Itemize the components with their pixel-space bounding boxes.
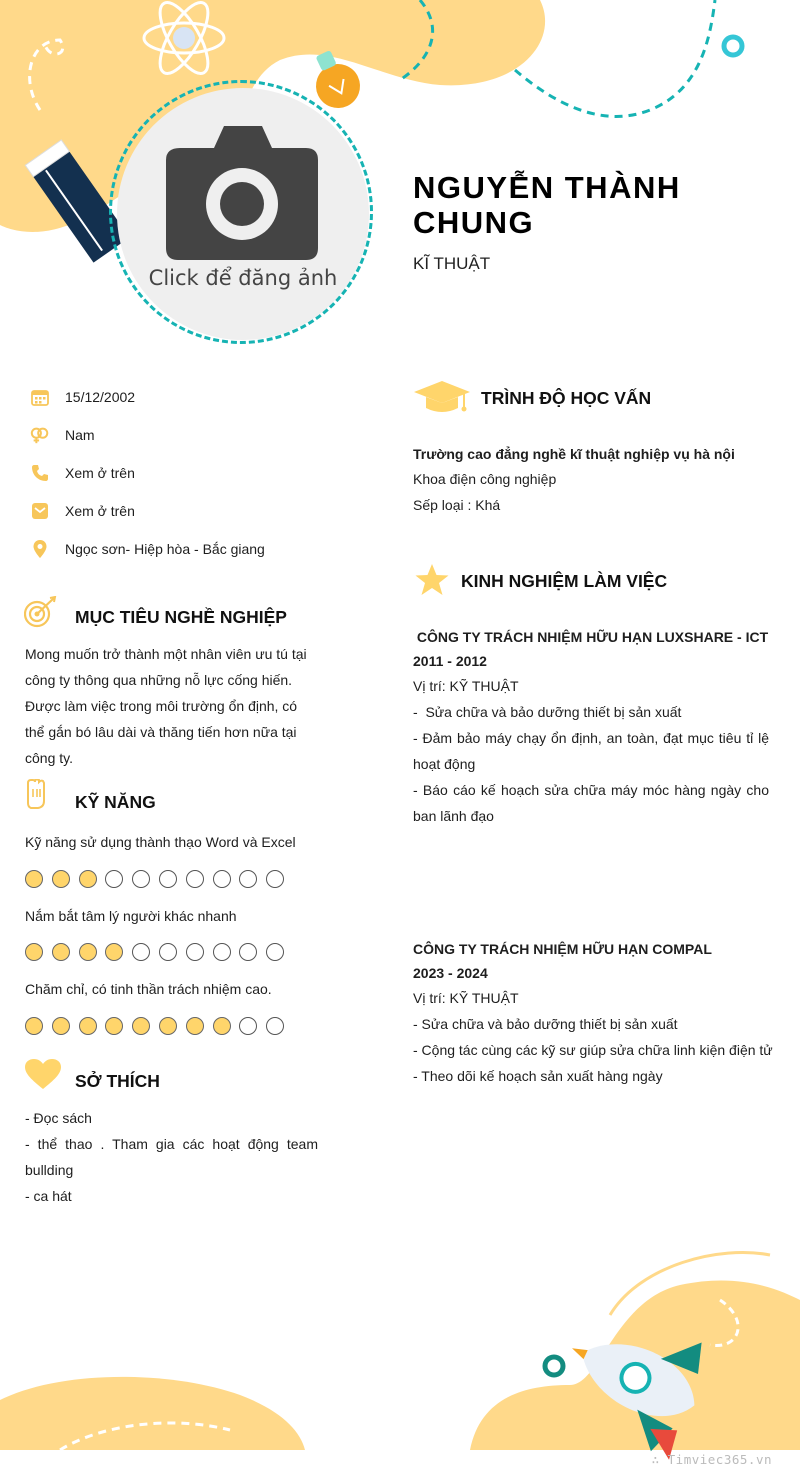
phone-icon	[30, 463, 50, 483]
candidate-name: NGUYỄN THÀNH CHUNG	[413, 170, 681, 240]
target-icon	[24, 596, 58, 628]
contact-birthday	[30, 386, 135, 408]
bottom-teal-ring	[545, 1357, 563, 1375]
rating-dot-empty	[132, 870, 150, 888]
rating-dot-empty	[266, 943, 284, 961]
job-1-company: CÔNG TY TRÁCH NHIỆM HỮU HẠN LUXSHARE - ICT	[413, 629, 769, 645]
job-2-duty-1: - Sửa chữa và bảo dưỡng thiết bị sản xuất	[413, 1016, 678, 1032]
graduation-cap-icon	[414, 380, 470, 414]
candidate-position: KĨ THUẬT	[413, 254, 491, 273]
rating-dot-empty	[159, 870, 177, 888]
job-2-duty-3: - Theo dõi kế hoạch sản xuất hàng ngày	[413, 1068, 663, 1084]
skill-label-3: Chăm chỉ, có tinh thần trách nhiệm cao.	[25, 981, 272, 997]
brand-text: Timviec365.vn	[667, 1452, 772, 1467]
education-title: TRÌNH ĐỘ HỌC VẤN	[481, 388, 652, 408]
objective-title: MỤC TIÊU NGHỀ NGHIỆP	[75, 607, 287, 627]
rating-dot-empty	[132, 943, 150, 961]
job-2-role: Vị trí: KỸ THUẬT	[413, 990, 519, 1006]
star-icon	[414, 563, 450, 597]
rating-dot-empty	[213, 870, 231, 888]
gender-value: Nam	[65, 427, 95, 443]
birthday-value: 15/12/2002	[65, 389, 136, 405]
skill-rating-3	[25, 1017, 284, 1035]
rating-dot-empty	[213, 943, 231, 961]
envelope-icon	[30, 501, 50, 521]
brand-dots-icon: ∴	[651, 1452, 668, 1467]
teal-ring-dot	[724, 37, 742, 55]
heart-icon	[24, 1058, 62, 1090]
avatar-upload-label: Click để đăng ảnh	[148, 266, 338, 290]
skill-rating-2	[25, 943, 284, 961]
rating-dot-empty	[159, 943, 177, 961]
rating-dot-filled	[52, 870, 70, 888]
rating-dot-filled	[105, 1017, 123, 1035]
rating-dot-empty	[266, 870, 284, 888]
rating-dot-filled	[159, 1017, 177, 1035]
rating-dot-filled	[105, 943, 123, 961]
gender-icon	[30, 425, 50, 445]
rating-dot-filled	[52, 1017, 70, 1035]
bottom-left-blob	[0, 1377, 305, 1450]
rating-dot-empty	[266, 1017, 284, 1035]
rating-dot-filled	[25, 870, 43, 888]
rating-dot-empty	[239, 870, 257, 888]
experience-title: KINH NGHIỆM LÀM VIỆC	[461, 571, 668, 591]
job-1-role: Vị trí: KỸ THUẬT	[413, 678, 519, 694]
rating-dot-filled	[79, 943, 97, 961]
rating-dot-filled	[25, 943, 43, 961]
contact-email	[30, 500, 135, 522]
rating-dot-filled	[25, 1017, 43, 1035]
contact-phone	[30, 462, 135, 484]
hobbies-title: SỞ THÍCH	[75, 1071, 160, 1091]
rating-dot-empty	[186, 870, 204, 888]
job-1-duty-3: - Báo cáo kế hoạch sửa chữa máy móc hàng ngày cho ban lãnh đạo	[413, 782, 769, 824]
avatar-ring	[109, 80, 373, 344]
rating-dot-empty	[239, 943, 257, 961]
phone-value: Xem ở trên	[65, 465, 135, 481]
rating-dot-filled	[186, 1017, 204, 1035]
rating-dot-filled	[79, 1017, 97, 1035]
skill-label-2: Nắm bắt tâm lý người khác nhanh	[25, 908, 237, 924]
rating-dot-filled	[213, 1017, 231, 1035]
education-faculty: Khoa điện công nghiệp	[413, 471, 557, 487]
job-2-company: CÔNG TY TRÁCH NHIỆM HỮU HẠN COMPAL	[413, 941, 712, 957]
job-1-duty-1: - Sửa chữa và bảo dưỡng thiết bị sản xuất	[413, 704, 682, 720]
skill-rating-1	[25, 870, 284, 888]
dashed-curve-right	[515, 0, 715, 116]
address-value: Ngọc sơn- Hiệp hòa - Bắc giang	[65, 541, 265, 557]
education-rank: Sếp loại : Khá	[413, 497, 501, 513]
rating-dot-filled	[79, 870, 97, 888]
job-1-period: 2011 - 2012	[413, 653, 487, 669]
rating-dot-filled	[132, 1017, 150, 1035]
rating-dot-empty	[239, 1017, 257, 1035]
skill-label-1: Kỹ năng sử dụng thành thạo Word và Excel	[25, 834, 296, 850]
education-school: Trường cao đẳng nghề kĩ thuật nghiệp vụ hà nội	[413, 446, 735, 462]
contact-gender	[30, 424, 95, 446]
footer-brand	[652, 1452, 772, 1467]
hobby-line-1: - Đọc sách	[25, 1110, 92, 1126]
job-2-duty-2: - Cộng tác cùng các kỹ sư giúp sửa chữa linh kiện điện tử	[413, 1042, 773, 1058]
objective-text: Mong muốn trở thành một nhân viên ưu tú tại công ty thông qua những nỗ lực cống hiến. Được làm việc trong môi trường ổn định, có thể gắn bó lâu dài và thăng tiến hơn nữa tại công ty.	[25, 646, 307, 766]
rating-dot-empty	[105, 870, 123, 888]
calendar-icon	[30, 387, 50, 407]
contact-address	[30, 538, 265, 560]
job-1-duty-2: - Đảm bảo máy chạy ổn định, an toàn, đạt mục tiêu tỉ lệ hoạt động	[413, 730, 769, 772]
location-pin-icon	[30, 539, 50, 559]
job-2-period: 2023 - 2024	[413, 965, 488, 981]
hobby-line-3: - ca hát	[25, 1188, 72, 1204]
skills-title: KỸ NĂNG	[75, 792, 156, 812]
rating-dot-filled	[52, 943, 70, 961]
email-value: Xem ở trên	[65, 503, 135, 519]
hobby-line-2: - thể thao . Tham gia các hoạt động team bullding	[25, 1136, 318, 1178]
rating-dot-empty	[186, 943, 204, 961]
raised-fist-icon	[25, 779, 47, 811]
